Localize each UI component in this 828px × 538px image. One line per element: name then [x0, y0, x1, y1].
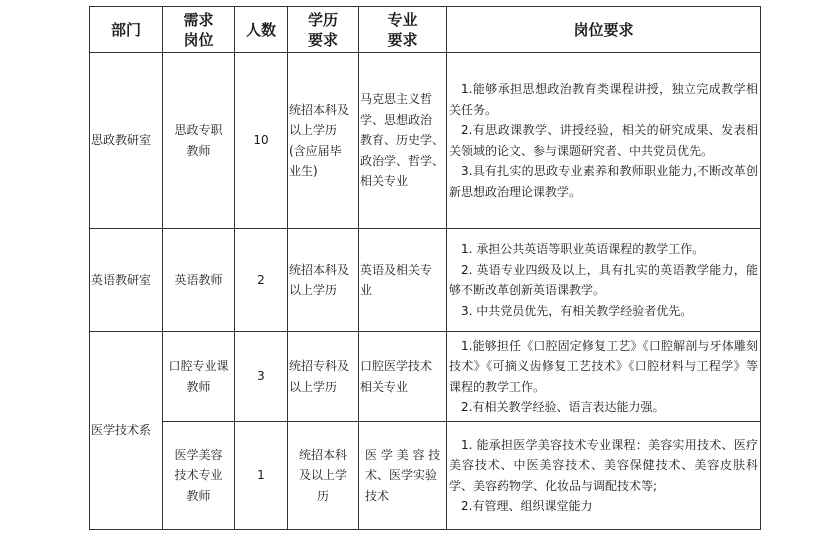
requirement-item: 1.能够担任《口腔固定修复工艺》《口腔解剖与牙体雕刻技术》《可摘义齿修复工艺技术》《口腔材料与工程学》等课程的教学工作。 — [449, 338, 758, 394]
major-line: 技术 — [365, 488, 390, 503]
education-line: 及以上学 — [298, 468, 347, 483]
position-line: 教师 — [186, 379, 211, 394]
position-line: 技术专业 — [174, 468, 223, 483]
major-line: 学、思想政治 — [360, 112, 433, 127]
header-position-line1: 需求 — [183, 10, 214, 29]
position-line: 教师 — [186, 143, 211, 158]
major-cell — [359, 229, 447, 332]
education-line: 以上学历 — [289, 283, 338, 297]
position-cell — [163, 53, 235, 229]
major-line: 英语及相关专 — [360, 262, 433, 277]
requirements-cell — [447, 332, 761, 422]
requirement-item: 1. 承担公共英语等职业英语课程的教学工作。 — [461, 242, 705, 256]
count-cell: 2 — [235, 229, 288, 332]
requirement-item: 2.有相关教学经验、语言表达能力强。 — [461, 400, 665, 414]
major-line: 相关专业 — [360, 174, 409, 189]
major-line: 政治学、哲学、 — [360, 153, 445, 168]
position-line: 英语教师 — [174, 272, 223, 287]
header-position-line2: 岗位 — [183, 30, 214, 49]
job-requirements-table — [89, 6, 761, 530]
dept-cell: 思政教研室 — [90, 53, 163, 229]
header-dept: 部门 — [90, 7, 163, 53]
major-cell — [359, 332, 447, 422]
table-row — [90, 229, 761, 332]
header-requirements: 岗位要求 — [447, 7, 761, 53]
position-line: 思政专职 — [174, 123, 223, 137]
count-cell: 1 — [235, 422, 288, 530]
header-education — [288, 7, 359, 53]
job-requirements-table-container — [89, 6, 761, 530]
requirements-cell — [447, 53, 761, 229]
position-cell — [163, 229, 235, 332]
education-line: 统招本科及 — [289, 262, 350, 277]
education-cell — [288, 229, 359, 332]
education-cell — [288, 332, 359, 422]
requirement-item: 3.具有扎实的思政专业素养和教师职业能力,不断改革创新思想政治理论课教学。 — [449, 164, 758, 199]
education-line: 统招本科 — [298, 447, 347, 462]
major-cell — [359, 422, 447, 530]
position-cell — [163, 332, 235, 422]
requirements-cell — [447, 229, 761, 332]
requirement-item: 3. 中共党员优先，有相关教学经验者优先。 — [461, 303, 693, 318]
major-line: 医 学 美 容 技 — [365, 447, 441, 462]
table-row — [90, 422, 761, 530]
major-line: 口腔医学技术 — [360, 359, 433, 373]
count-cell: 3 — [235, 332, 288, 422]
major-line: 相关专业 — [360, 379, 409, 394]
requirement-item: 2.有管理、组织课堂能力 — [461, 499, 593, 513]
header-major-line1: 专业 — [387, 10, 418, 29]
header-row — [90, 7, 761, 53]
major-line: 术、医学实验 — [365, 468, 438, 483]
education-line: 统招专科及 — [289, 359, 350, 373]
header-education-line1: 学历 — [307, 10, 338, 29]
education-line: (含应届毕 — [289, 143, 342, 158]
table-row — [90, 53, 761, 229]
major-line: 教育、历史学、 — [360, 133, 445, 148]
education-line: 业生) — [289, 164, 318, 178]
table-row — [90, 332, 761, 422]
header-education-line2: 要求 — [307, 30, 338, 49]
requirement-item: 2. 英语专业四级及以上，具有扎实的英语教学能力，能够不断改革创新英语课教学。 — [449, 262, 758, 297]
education-line: 以上学历 — [289, 379, 338, 394]
header-major-line2: 要求 — [387, 30, 418, 49]
position-line: 医学美容 — [174, 447, 223, 462]
education-line: 以上学历 — [289, 123, 338, 137]
dept-cell: 英语教研室 — [90, 229, 163, 332]
major-line: 业 — [360, 283, 373, 297]
major-cell — [359, 53, 447, 229]
position-cell — [163, 422, 235, 530]
requirement-item: 2.有思政课教学、讲授经验，相关的研究成果、发表相关领域的论文、参与课题研究者、中共党员优先。 — [449, 123, 758, 158]
major-line: 马克思主义哲 — [360, 92, 433, 107]
education-line: 历 — [316, 488, 329, 503]
count-cell: 10 — [235, 53, 288, 229]
dept-cell: 医学技术系 — [90, 332, 163, 530]
header-position — [163, 7, 235, 53]
education-cell — [288, 53, 359, 229]
header-count: 人数 — [235, 7, 288, 53]
position-line: 教师 — [186, 488, 211, 503]
requirements-cell — [447, 422, 761, 530]
position-line: 口腔专业课 — [168, 359, 229, 373]
education-line: 统招本科及 — [289, 102, 350, 117]
requirement-item: 1. 能承担医学美容技术专业课程：美容实用技术、医疗美容技术、中医美容技术、美容保健技术、美容皮肤科学、美容药物学、化妆品与调配技术等; — [449, 437, 758, 493]
education-cell — [288, 422, 359, 530]
requirement-item: 1.能够承担思想政治教育类课程讲授，独立完成教学相关任务。 — [449, 82, 758, 117]
header-major — [359, 7, 447, 53]
